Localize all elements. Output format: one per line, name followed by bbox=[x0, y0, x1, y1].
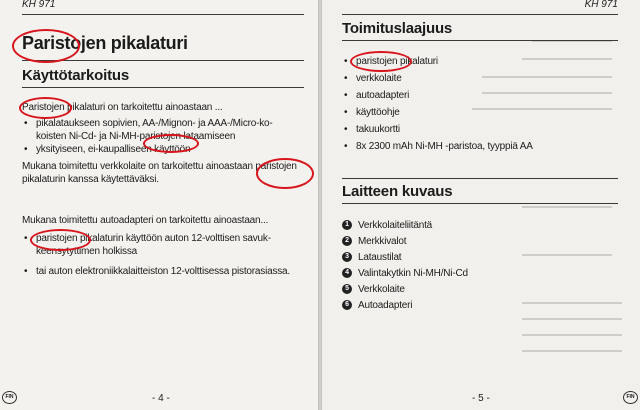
page-number: - 4 - bbox=[152, 393, 170, 404]
delivery-item: • takuukortti bbox=[342, 123, 400, 136]
description-item bbox=[342, 283, 405, 296]
top-rule bbox=[22, 14, 304, 15]
list-item bbox=[22, 232, 271, 258]
description-item-label: Verkkolaite bbox=[358, 284, 405, 295]
number-badge: 1 bbox=[342, 220, 352, 230]
list-item-line: • paristojen pikalaturin käyttöön auton 12-volttisen savuk- bbox=[36, 233, 271, 244]
list-item bbox=[22, 265, 290, 278]
intro-text-1: Paristojen pikalaturi on tarkoitettu ainoastaan ... bbox=[22, 102, 223, 113]
number-badge: 3 bbox=[342, 252, 352, 262]
description-item bbox=[342, 235, 406, 248]
show-through bbox=[522, 350, 622, 352]
description-top-rule bbox=[342, 178, 618, 179]
list-item-line: • yksityiseen, ei-kaupalliseen käyttöön bbox=[36, 144, 191, 155]
show-through bbox=[522, 206, 612, 208]
number-badge: 4 bbox=[342, 268, 352, 278]
description-heading: Laitteen kuvaus bbox=[342, 183, 453, 200]
description-item-label: Valintakytkin Ni-MH/Ni-Cd bbox=[358, 268, 468, 279]
delivery-item: • autoadapteri bbox=[342, 89, 409, 102]
delivery-rule bbox=[342, 40, 618, 41]
language-badge: FIN bbox=[623, 391, 638, 404]
description-item-label: Autoadapteri bbox=[358, 300, 413, 311]
description-rule bbox=[342, 203, 618, 204]
description-item bbox=[342, 299, 412, 312]
right-page bbox=[322, 0, 640, 410]
description-item bbox=[342, 267, 468, 280]
page-title: Paristojen pikalaturi bbox=[22, 33, 188, 53]
show-through bbox=[482, 92, 612, 94]
show-through bbox=[482, 76, 612, 78]
number-badge: 5 bbox=[342, 284, 352, 294]
description-item-label: Merkkivalot bbox=[358, 236, 407, 247]
description-item bbox=[342, 219, 432, 232]
delivery-item: • paristojen pikalaturi bbox=[342, 55, 438, 68]
show-through bbox=[472, 108, 612, 110]
top-rule bbox=[342, 14, 618, 15]
list-item bbox=[22, 143, 190, 156]
model-label: KH 971 bbox=[22, 0, 56, 10]
list-item-line: • tai auton elektroniikkalaitteiston 12-volttisessa pistorasiassa. bbox=[36, 266, 291, 277]
show-through bbox=[522, 254, 612, 256]
show-through bbox=[522, 302, 622, 304]
section-heading: Käyttötarkoitus bbox=[22, 67, 130, 84]
delivery-item: • 8x 2300 mAh Ni-MH -paristoa, tyyppiä AA bbox=[342, 140, 533, 153]
paragraph-line: pikalaturin kanssa käytettäväksi. bbox=[22, 174, 159, 185]
list-item bbox=[22, 117, 273, 143]
model-label: KH 971 bbox=[584, 0, 618, 10]
intro-text-2: Mukana toimitettu autoadapteri on tarkoitettu ainoastaan... bbox=[22, 215, 269, 226]
title-rule bbox=[22, 60, 304, 61]
delivery-item: • käyttöohje bbox=[342, 106, 400, 119]
delivery-item: • verkkolaite bbox=[342, 72, 402, 85]
description-item-label: Verkkolaiteliitäntä bbox=[358, 220, 433, 231]
list-item-line: koisten Ni-Cd- ja Ni-MH-paristojen lataamiseen bbox=[36, 131, 236, 142]
page-number: - 5 - bbox=[472, 393, 490, 404]
paragraph-line: Mukana toimitettu verkkolaite on tarkoitettu ainoastaan paristojen bbox=[22, 161, 297, 172]
description-item-label: Lataustilat bbox=[358, 252, 402, 263]
language-badge: FIN bbox=[2, 391, 17, 404]
show-through bbox=[522, 334, 622, 336]
number-badge: 6 bbox=[342, 300, 352, 310]
list-item-line: • pikalataukseen sopivien, AA-/Mignon- ja AAA-/Micro-ko- bbox=[36, 118, 273, 129]
description-item bbox=[342, 251, 401, 264]
left-page bbox=[0, 0, 318, 410]
paragraph-1 bbox=[22, 160, 297, 186]
number-badge: 2 bbox=[342, 236, 352, 246]
show-through bbox=[522, 58, 612, 60]
delivery-heading: Toimituslaajuus bbox=[342, 20, 453, 37]
list-item-line: keensytyttimen holkissa bbox=[36, 246, 138, 257]
section-rule bbox=[22, 87, 304, 88]
show-through bbox=[522, 318, 622, 320]
